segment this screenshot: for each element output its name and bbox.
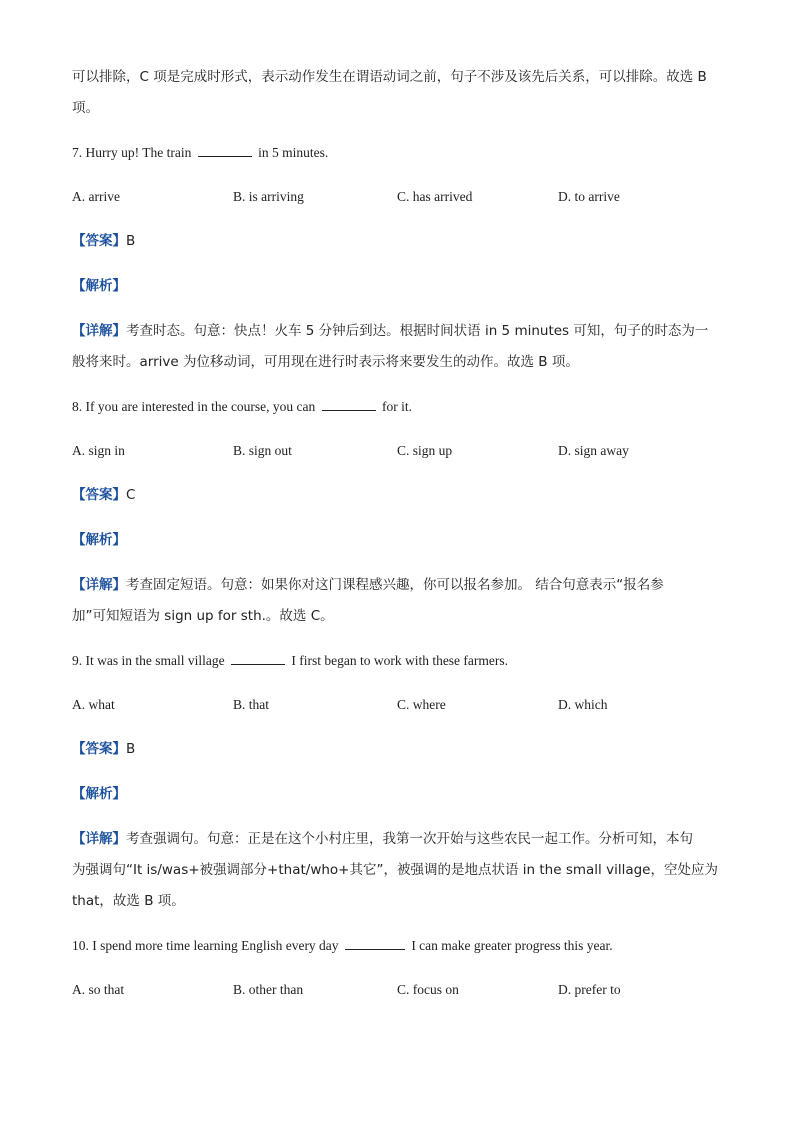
q7-option-a: A. arrive	[72, 189, 120, 204]
intro-line-1: 可以排除，C 项是完成时形式，表示动作发生在谓语动词之前，句子不涉及该先后关系，可以排除。故选 B	[72, 69, 707, 85]
q9-analysis-heading: 【解析】	[72, 786, 126, 802]
q7-detail-line-2: 般将来时。arrive 为位移动词，可用现在进行时表示将来要发生的动作。故选 B 项。	[72, 354, 579, 370]
q8-answer-tag: 答案	[85, 487, 113, 503]
q9-option-c: C. where	[397, 697, 446, 712]
q9-stem-end: I first began to work with these farmers.	[291, 653, 509, 668]
q8-answer: 【答案】C	[72, 487, 136, 503]
q8-analysis-heading: 【解析】	[72, 532, 126, 548]
q7-detail-text-1: 考查时态。句意：快点！火车 5 分钟后到达。根据时间状语 in 5 minutes 可知，句子的时态为一	[126, 323, 709, 339]
q8-option-c: C. sign up	[397, 443, 453, 458]
intro-line-2: 项。	[72, 100, 99, 116]
q7-detail-line-1: 【详解】考查时态。句意：快点！火车 5 分钟后到达。根据时间状语 in 5 minutes 可知，句子的时态为一	[72, 323, 709, 339]
q7-answer-value: B	[126, 233, 136, 249]
q10-stem-start: 10. I spend more time learning English every day	[72, 938, 339, 953]
q10-option-a: A. so that	[72, 982, 125, 997]
q10-blank	[345, 937, 405, 950]
q10-option-c: C. focus on	[397, 982, 459, 997]
q9-detail-line-2: 为强调句“It is/was+被强调部分+that/who+其它”，被强调的是地点状语 in the small village，空处应为	[72, 862, 718, 878]
q7-analysis-tag: 解析	[85, 278, 113, 294]
q7-detail-tag: 详解	[85, 323, 113, 339]
q8-stem-end: for it.	[382, 399, 413, 414]
q7-answer-tag: 答案	[85, 233, 113, 249]
q8-detail-line-2: 加”可知短语为 sign up for sth.。故选 C。	[72, 608, 334, 624]
q9-stem-start: 9. It was in the small village	[72, 653, 225, 668]
q9-detail-tag: 详解	[85, 831, 113, 847]
q8-stem-start: 8. If you are interested in the course, you can	[72, 399, 316, 414]
q9-blank	[231, 652, 285, 665]
q8-detail-tag: 详解	[85, 577, 113, 593]
q9-answer: 【答案】B	[72, 741, 136, 757]
q7-answer: 【答案】B	[72, 233, 136, 249]
q10-stem	[72, 937, 613, 955]
q9-answer-tag: 答案	[85, 741, 113, 757]
q7-stem-end: in 5 minutes.	[258, 145, 329, 160]
q10-option-d: D. prefer to	[558, 982, 621, 997]
q8-stem	[72, 398, 412, 416]
q7-analysis-heading: 【解析】	[72, 278, 126, 294]
q7-option-c: C. has arrived	[397, 189, 473, 204]
q7-blank	[198, 144, 252, 157]
q7-stem-start: 7. Hurry up! The train	[72, 145, 192, 160]
q8-option-a: A. sign in	[72, 443, 125, 458]
q9-stem	[72, 652, 508, 670]
q9-detail-text-1: 考查强调句。句意：正是在这个小村庄里，我第一次开始与这些农民一起工作。分析可知，本句	[126, 831, 693, 847]
q8-option-d: D. sign away	[558, 443, 629, 458]
q8-answer-value: C	[126, 487, 136, 503]
q9-option-a: A. what	[72, 697, 115, 712]
q7-stem	[72, 144, 328, 162]
q9-detail-line-3: that，故选 B 项。	[72, 893, 185, 909]
q8-detail-text-1: 考查固定短语。句意：如果你对这门课程感兴趣，你可以报名参加。 结合句意表示“报名参	[126, 577, 664, 593]
q9-analysis-tag: 解析	[85, 786, 113, 802]
q7-option-b: B. is arriving	[233, 189, 304, 204]
q8-blank	[322, 398, 376, 411]
q8-analysis-tag: 解析	[85, 532, 113, 548]
q9-option-d: D. which	[558, 697, 608, 712]
q9-answer-value: B	[126, 741, 136, 757]
q9-detail-line-1: 【详解】考查强调句。句意：正是在这个小村庄里，我第一次开始与这些农民一起工作。分析可知，本句	[72, 831, 693, 847]
q10-stem-end: I can make greater progress this year.	[411, 938, 613, 953]
q7-option-d: D. to arrive	[558, 189, 620, 204]
q9-option-b: B. that	[233, 697, 269, 712]
q10-option-b: B. other than	[233, 982, 304, 997]
q8-detail-line-1: 【详解】考查固定短语。句意：如果你对这门课程感兴趣，你可以报名参加。 结合句意表示“报名参	[72, 577, 664, 593]
q8-option-b: B. sign out	[233, 443, 292, 458]
